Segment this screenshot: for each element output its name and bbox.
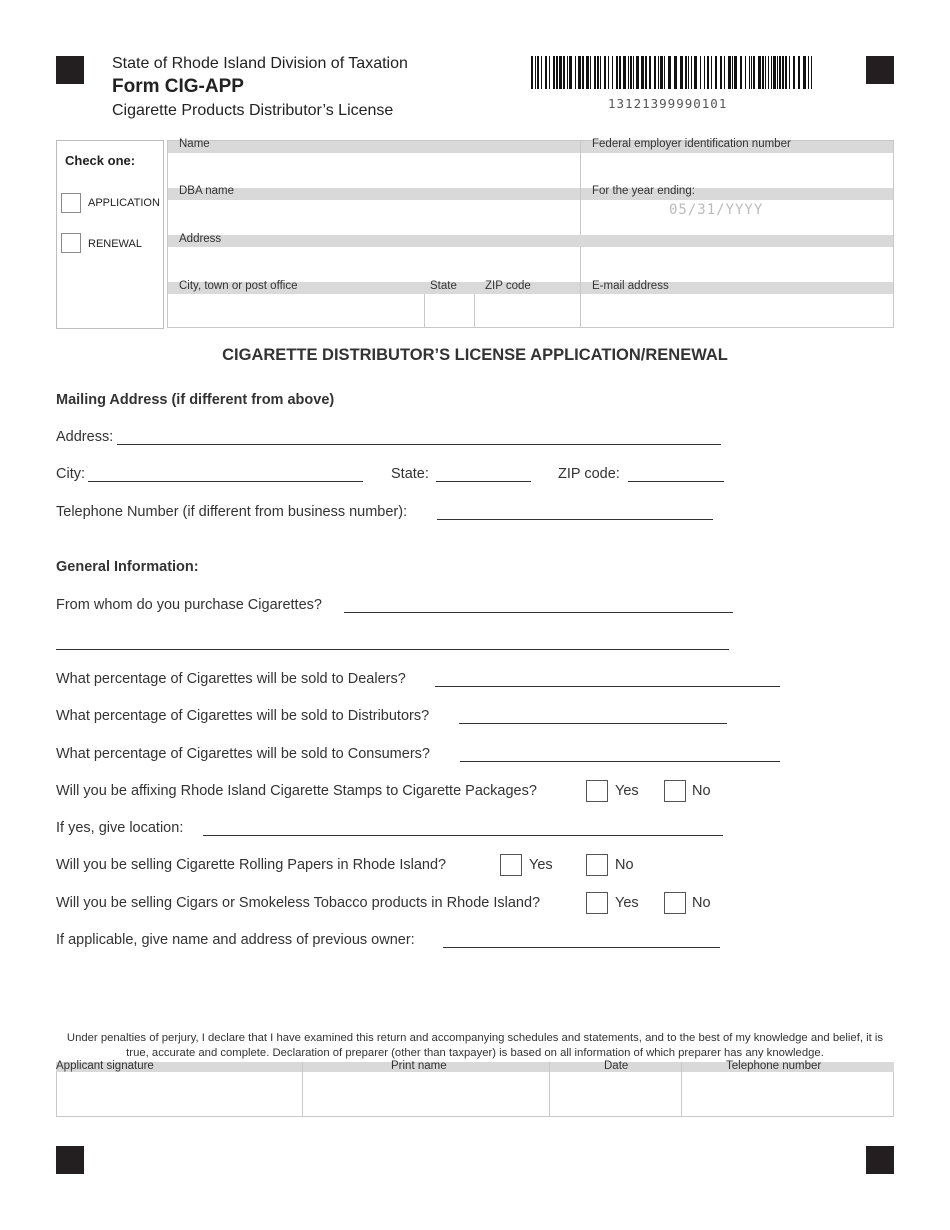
year-ending-placeholder: 05/31/YYYY: [669, 202, 764, 218]
mailing-city-line[interactable]: [88, 481, 363, 482]
year-ending-label: For the year ending:: [592, 185, 695, 197]
signature-divider: [302, 1062, 303, 1117]
zip-label: ZIP code: [485, 280, 531, 292]
consumers-question: What percentage of Cigarettes will be sold to Consumers?: [56, 746, 430, 762]
purchase-question: From whom do you purchase Cigarettes?: [56, 597, 322, 613]
mailing-telephone-label: Telephone Number (if different from business number):: [56, 504, 408, 520]
registration-mark-bottom-left: [56, 1146, 84, 1174]
papers-yes-checkbox[interactable]: [500, 854, 522, 876]
perjury-declaration: Under penalties of perjury, I declare that I have examined this return and accompanying schedules and statements, and to the best of my knowledge and belief, it is true, accurate and complete. Declaration of preparer (other than taxpayer) is based on all information of which preparer has any knowledge.: [66, 1032, 884, 1059]
general-heading: General Information:: [56, 559, 199, 575]
print-name-label: Print name: [391, 1060, 447, 1072]
cigars-no-label: No: [692, 895, 711, 911]
zip-field[interactable]: [475, 295, 579, 327]
name-field[interactable]: [169, 154, 579, 187]
print-name-field[interactable]: [304, 1073, 548, 1116]
fein-label: Federal employer identification number: [592, 138, 791, 150]
mailing-zip-label: ZIP code:: [558, 466, 620, 482]
distributors-question: What percentage of Cigarettes will be sold to Distributors?: [56, 708, 430, 724]
signature-divider: [681, 1062, 682, 1117]
stamps-question: Will you be affixing Rhode Island Cigarette Stamps to Cigarette Packages?: [56, 783, 537, 799]
mailing-address-label: Address:: [56, 429, 114, 445]
agency-name: State of Rhode Island Division of Taxation: [112, 55, 408, 72]
cigars-question: Will you be selling Cigars or Smokeless Tobacco products in Rhode Island?: [56, 895, 541, 911]
mailing-heading: Mailing Address (if different from above): [56, 392, 335, 408]
consumers-line[interactable]: [460, 761, 780, 762]
grid-divider: [580, 141, 581, 235]
state-label: State: [430, 280, 457, 292]
renewal-checkbox[interactable]: [61, 233, 81, 253]
cigars-yes-label: Yes: [615, 895, 639, 911]
address-label: Address: [179, 233, 222, 245]
label-bar-row3: [168, 235, 893, 247]
mailing-zip-line[interactable]: [628, 481, 724, 482]
email-label: E-mail address: [592, 280, 669, 292]
applicant-signature-label: Applicant signature: [56, 1060, 154, 1072]
name-label: Name: [179, 138, 210, 150]
papers-no-checkbox[interactable]: [586, 854, 608, 876]
previous-owner-question: If applicable, give name and address of previous owner:: [56, 932, 415, 948]
mailing-city-label: City:: [56, 466, 85, 482]
dealers-line[interactable]: [435, 686, 780, 687]
location-line[interactable]: [203, 835, 723, 836]
barcode-image: [531, 56, 815, 89]
papers-question: Will you be selling Cigarette Rolling Papers in Rhode Island?: [56, 857, 447, 873]
purchase-line[interactable]: [344, 612, 733, 613]
registration-mark-bottom-right: [866, 1146, 894, 1174]
stamps-no-checkbox[interactable]: [664, 780, 686, 802]
signature-divider: [549, 1062, 550, 1117]
mailing-state-label: State:: [391, 466, 429, 482]
section-title: CIGARETTE DISTRIBUTOR’S LICENSE APPLICATION/RENEWAL: [222, 346, 728, 364]
previous-owner-line[interactable]: [443, 947, 720, 948]
application-label: APPLICATION: [88, 197, 160, 209]
applicant-signature-field[interactable]: [57, 1073, 301, 1116]
fein-field[interactable]: [582, 154, 893, 187]
email-field[interactable]: [582, 295, 893, 327]
stamps-yes-label: Yes: [615, 783, 639, 799]
stamps-yes-checkbox[interactable]: [586, 780, 608, 802]
address-field[interactable]: [169, 248, 893, 281]
distributors-line[interactable]: [459, 723, 727, 724]
city-label: City, town or post office: [179, 280, 298, 292]
mailing-state-line[interactable]: [436, 481, 531, 482]
form-title: Form CIG-APP: [112, 76, 244, 97]
registration-mark-top-right: [866, 56, 894, 84]
telephone-number-field[interactable]: [683, 1073, 893, 1116]
mailing-address-line[interactable]: [117, 444, 721, 445]
barcode-number: 13121399990101: [608, 96, 728, 111]
dba-label: DBA name: [179, 185, 234, 197]
date-field[interactable]: [551, 1073, 680, 1116]
label-bar-row2: [168, 188, 893, 200]
papers-no-label: No: [615, 857, 634, 873]
form-subtitle: Cigarette Products Distributor’s License: [112, 102, 394, 119]
check-one-title: Check one:: [65, 153, 136, 168]
purchase-line-2[interactable]: [56, 649, 729, 650]
state-field[interactable]: [425, 295, 473, 327]
registration-mark-top-left: [56, 56, 84, 84]
telephone-number-label: Telephone number: [726, 1060, 822, 1072]
renewal-label: RENEWAL: [88, 238, 142, 250]
cigars-no-checkbox[interactable]: [664, 892, 686, 914]
stamps-no-label: No: [692, 783, 711, 799]
application-checkbox[interactable]: [61, 193, 81, 213]
cigars-yes-checkbox[interactable]: [586, 892, 608, 914]
papers-yes-label: Yes: [529, 857, 553, 873]
location-question: If yes, give location:: [56, 820, 184, 836]
date-label: Date: [604, 1060, 629, 1072]
city-field[interactable]: [169, 295, 423, 327]
dealers-question: What percentage of Cigarettes will be sold to Dealers?: [56, 671, 406, 687]
mailing-telephone-line[interactable]: [437, 519, 713, 520]
dba-field[interactable]: [169, 201, 579, 234]
